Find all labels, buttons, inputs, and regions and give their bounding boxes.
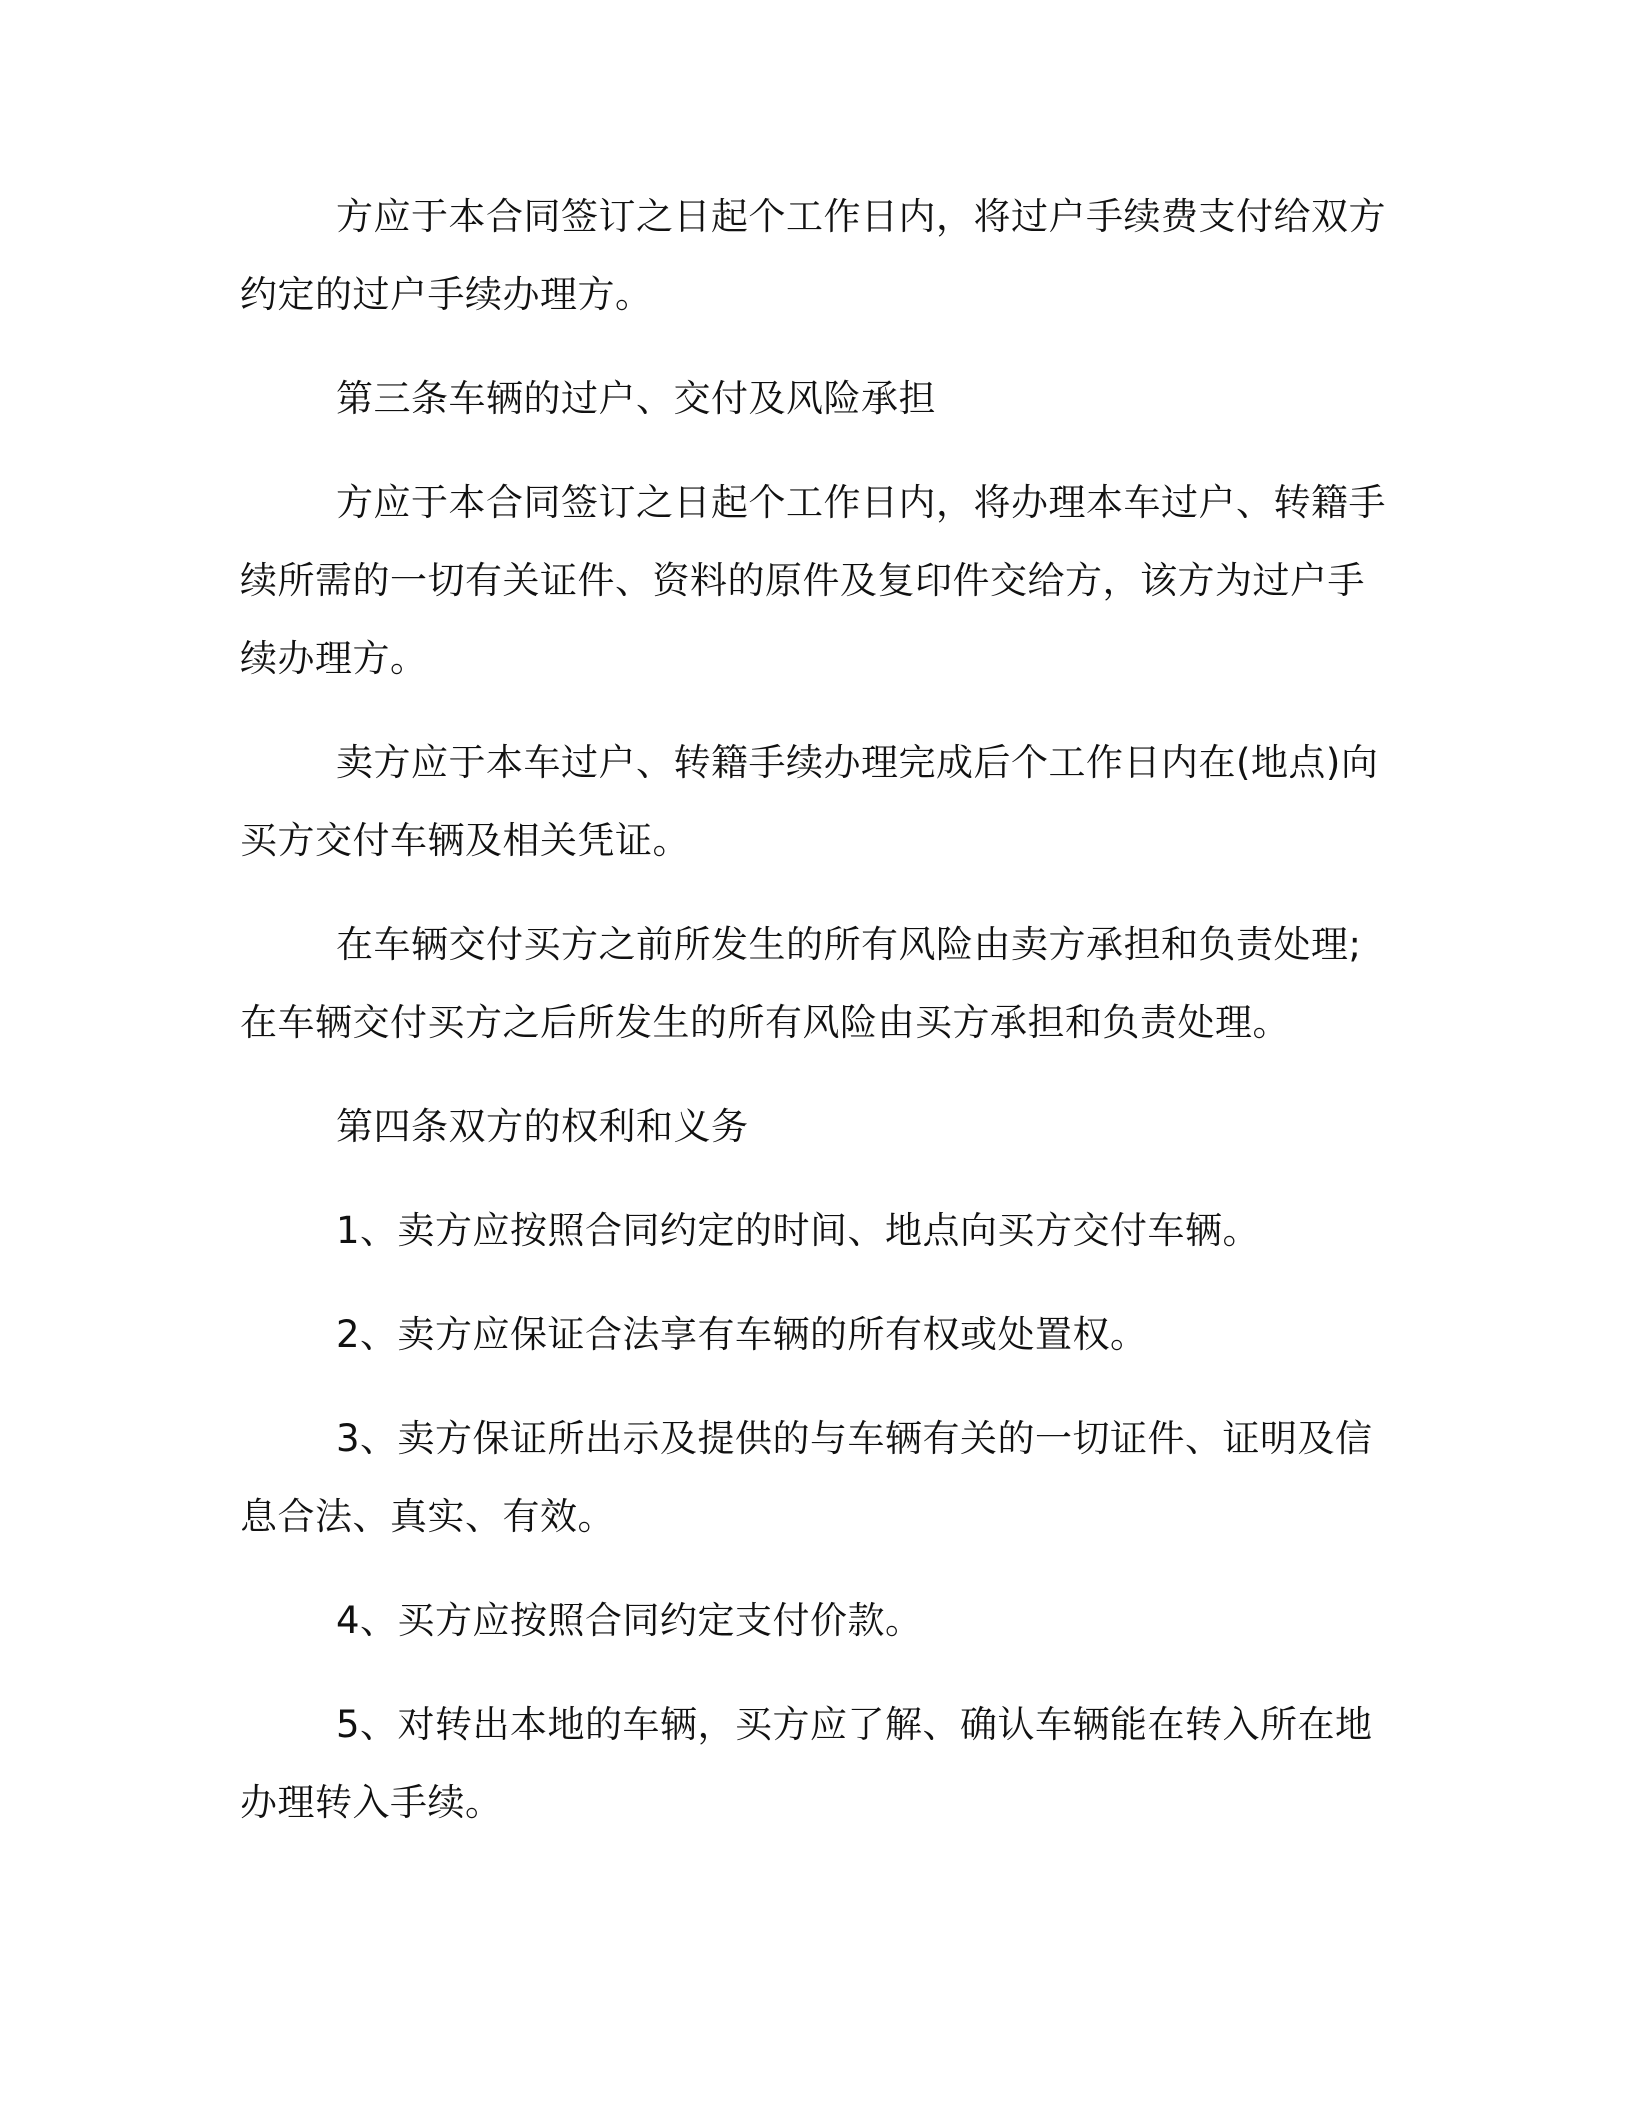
list-item-4: 4、买方应按照合同约定支付价款。 xyxy=(336,1599,923,1642)
heading-article-3: 第三条车辆的过户、交付及风险承担 xyxy=(336,377,936,420)
paragraph-vehicle-delivery: 卖方应于本车过户、转籍手续办理完成后个工作日内在(地点)向买方交付车辆及相关凭证。 xyxy=(240,741,1379,862)
paragraph-risk-allocation: 在车辆交付买方之前所发生的所有风险由卖方承担和负责处理;在车辆交付买方之后所发生的所有风险由买方承担和负责处理。 xyxy=(240,923,1362,1044)
list-item-5: 5、对转出本地的车辆，买方应了解、确认车辆能在转入所在地办理转入手续。 xyxy=(240,1703,1373,1824)
document-body xyxy=(240,178,1390,1868)
list-item-3: 3、卖方保证所出示及提供的与车辆有关的一切证件、证明及信息合法、真实、有效。 xyxy=(240,1417,1373,1538)
paragraph-transfer-documents: 方应于本合同签订之日起个工作日内，将办理本车过户、转籍手续所需的一切有关证件、资料的原件及复印件交给方，该方为过户手续办理方。 xyxy=(240,481,1386,680)
list-item-2: 2、卖方应保证合法享有车辆的所有权或处置权。 xyxy=(336,1313,1148,1356)
paragraph-transfer-fee: 方应于本合同签订之日起个工作日内，将过户手续费支付给双方约定的过户手续办理方。 xyxy=(240,195,1386,316)
list-item-1: 1、卖方应按照合同约定的时间、地点向买方交付车辆。 xyxy=(336,1209,1261,1252)
heading-article-4: 第四条双方的权利和义务 xyxy=(336,1105,749,1148)
